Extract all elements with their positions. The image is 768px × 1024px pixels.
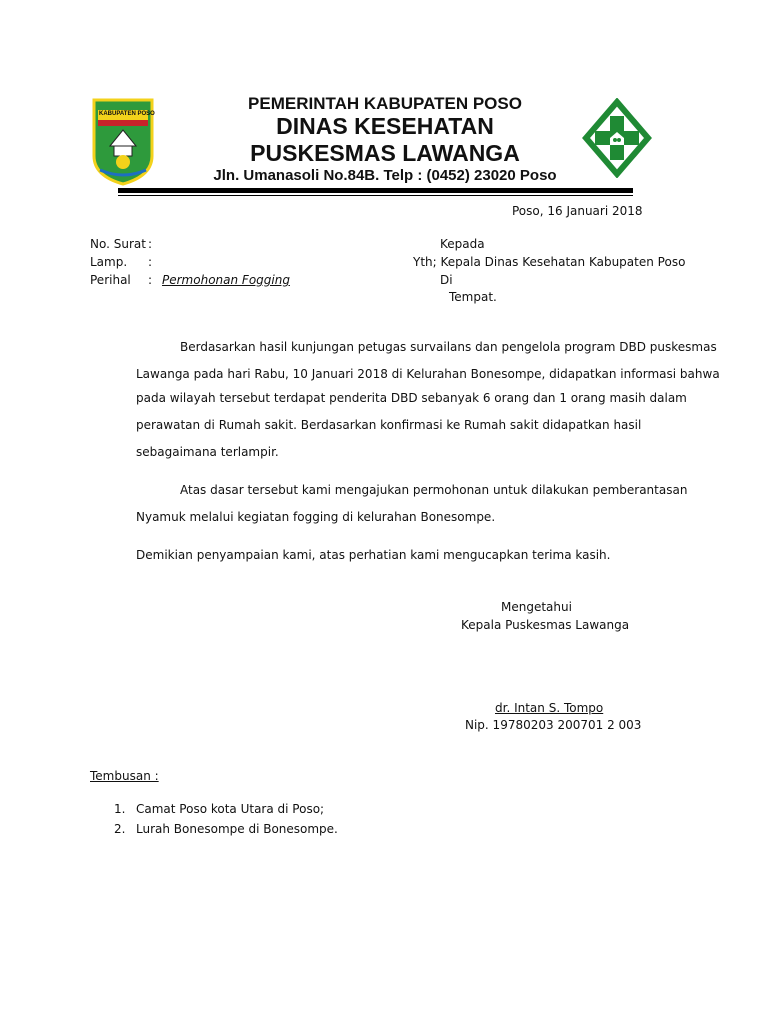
recipient-di: Di <box>440 273 453 287</box>
date-line: Poso, 16 Januari 2018 <box>512 204 643 218</box>
perihal-value: Permohonan Fogging <box>162 273 290 287</box>
paragraph-1-line-4: perawatan di Rumah sakit. Berdasarkan konfirmasi ke Rumah sakit didapatkan hasil <box>136 418 642 432</box>
tembusan-item-1-num: 1. <box>114 802 126 816</box>
header-department: DINAS KESEHATAN <box>276 113 494 139</box>
tembusan-item-2-text: Lurah Bonesompe di Bonesompe. <box>136 822 338 836</box>
perihal-sep: : <box>148 273 153 287</box>
lamp-label: Lamp. <box>90 255 128 269</box>
paragraph-1-line-1: Berdasarkan hasil kunjungan petugas survailans dan pengelola program DBD puskesmas <box>180 340 717 354</box>
puskesmas-logo <box>582 98 652 178</box>
signature-title: Kepala Puskesmas Lawanga <box>461 618 630 632</box>
signature-mengetahui: Mengetahui <box>501 600 572 614</box>
recipient-yth: Yth; Kepala Dinas Kesehatan Kabupaten Poso <box>413 255 686 269</box>
no-surat-label: No. Surat <box>90 237 146 251</box>
header-government: PEMERINTAH KABUPATEN POSO <box>248 94 522 113</box>
paragraph-1-line-3: pada wilayah tersebut terdapat penderita DBD sebanyak 6 orang dan 1 orang masih dalam <box>136 391 687 405</box>
tembusan-label: Tembusan : <box>90 769 159 783</box>
kabupaten-poso-logo <box>90 96 156 186</box>
recipient-kepada: Kepada <box>440 237 485 251</box>
tembusan-item-1-text: Camat Poso kota Utara di Poso; <box>136 802 325 816</box>
health-cross-icon <box>582 98 652 178</box>
perihal-label: Perihal <box>90 273 131 287</box>
no-surat-sep: : <box>148 237 153 251</box>
lamp-sep: : <box>148 255 153 269</box>
recipient-tempat: Tempat. <box>449 290 497 304</box>
paragraph-1-line-5: sebagaimana terlampir. <box>136 445 279 459</box>
tembusan-item-2-num: 2. <box>114 822 126 836</box>
header-puskesmas: PUSKESMAS LAWANGA <box>250 140 520 166</box>
header-rule-thin <box>118 195 633 196</box>
shield-emblem-icon <box>90 96 156 186</box>
paragraph-2-line-1: Atas dasar tersebut kami mengajukan permohonan untuk dilakukan pemberantasan <box>180 483 688 497</box>
paragraph-2-line-2: Nyamuk melalui kegiatan fogging di kelurahan Bonesompe. <box>136 510 496 524</box>
left-logo-text: KABUPATEN POSO <box>99 111 155 117</box>
paragraph-1-line-2: Lawanga pada hari Rabu, 10 Januari 2018 di Kelurahan Bonesompe, didapatkan informasi bahwa <box>136 367 720 381</box>
header-rule-thick <box>118 188 633 193</box>
header-address: Jln. Umanasoli No.84B. Telp : (0452) 23020 Poso <box>213 167 557 184</box>
signature-nip: Nip. 19780203 200701 2 003 <box>465 718 642 732</box>
paragraph-3: Demikian penyampaian kami, atas perhatian kami mengucapkan terima kasih. <box>136 548 611 562</box>
signature-name: dr. Intan S. Tompo <box>495 701 604 715</box>
